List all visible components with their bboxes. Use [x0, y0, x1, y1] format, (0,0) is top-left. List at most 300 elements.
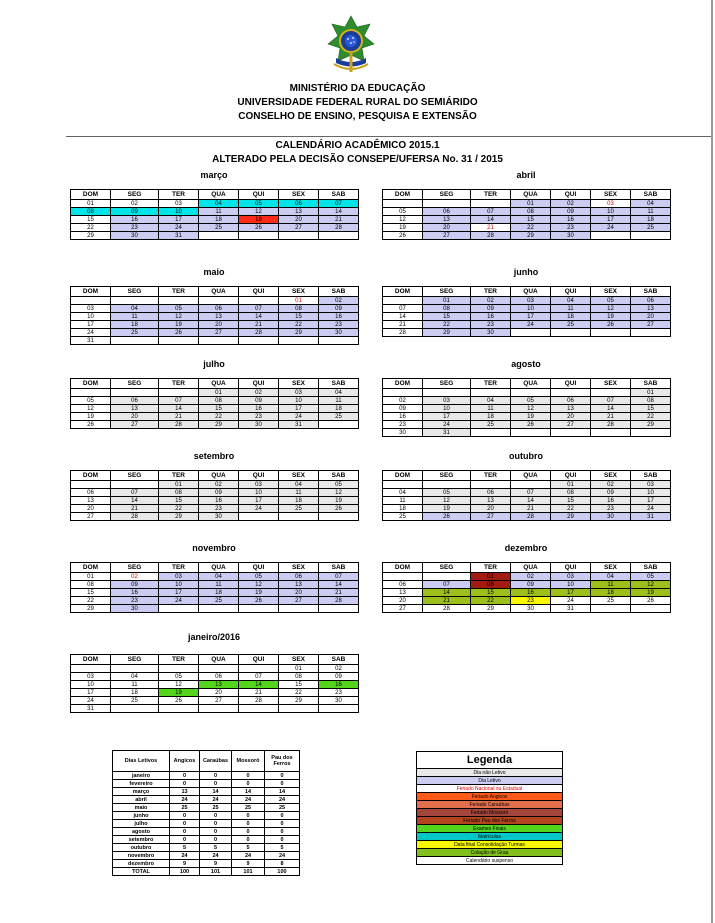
legend-item — [417, 777, 563, 785]
day-cell — [239, 665, 279, 673]
day-cell: 27 — [631, 321, 671, 329]
weekday-header: TER — [159, 287, 199, 297]
table-cell: agosto — [113, 828, 170, 836]
day-cell — [551, 429, 591, 437]
day-cell: 13 — [279, 581, 319, 589]
weekday-header-row — [383, 287, 671, 297]
weekday-header: QUI — [239, 471, 279, 481]
day-cell: 09 — [591, 489, 631, 497]
month-calendar-table — [70, 470, 359, 521]
day-cell: 07 — [319, 573, 359, 581]
day-cell: 17 — [239, 497, 279, 505]
week-row — [71, 681, 359, 689]
day-cell: 03 — [591, 200, 631, 208]
day-cell — [199, 297, 239, 305]
day-cell — [471, 389, 511, 397]
day-cell: 27 — [199, 329, 239, 337]
column-header: Pau dos Ferros — [265, 751, 300, 772]
week-row — [383, 589, 671, 597]
day-cell — [471, 429, 511, 437]
weekday-header: SEG — [423, 287, 471, 297]
day-cell: 03 — [551, 573, 591, 581]
week-row — [71, 224, 359, 232]
month-calendar-table — [70, 286, 359, 345]
day-cell: 28 — [159, 421, 199, 429]
day-cell: 20 — [631, 313, 671, 321]
day-cell: 21 — [159, 413, 199, 421]
table-cell: 101 — [232, 868, 265, 876]
legend-item — [417, 833, 563, 841]
day-cell: 06 — [71, 489, 111, 497]
day-cell: 11 — [199, 208, 239, 216]
day-cell — [239, 297, 279, 305]
week-row — [71, 589, 359, 597]
legend-label: Exames Finais — [417, 825, 563, 833]
day-cell — [631, 605, 671, 613]
day-cell: 20 — [279, 589, 319, 597]
weekday-header: SAB — [319, 471, 359, 481]
week-row — [71, 337, 359, 345]
table-row — [113, 836, 300, 844]
weekday-header: QUI — [551, 287, 591, 297]
table-cell: 13 — [170, 788, 200, 796]
table-row — [113, 844, 300, 852]
day-cell: 05 — [511, 397, 551, 405]
weekday-header: QUI — [239, 655, 279, 665]
day-cell: 10 — [591, 208, 631, 216]
day-cell: 20 — [423, 224, 471, 232]
day-cell: 27 — [111, 421, 159, 429]
legend-item — [417, 801, 563, 809]
day-cell: 23 — [383, 421, 423, 429]
month-title: outubro — [509, 451, 543, 461]
week-row — [71, 673, 359, 681]
day-cell: 08 — [279, 673, 319, 681]
table-cell: abril — [113, 796, 170, 804]
weekday-header: SEX — [279, 563, 319, 573]
day-cell: 14 — [471, 216, 511, 224]
day-cell: 12 — [423, 497, 471, 505]
day-cell: 04 — [319, 389, 359, 397]
day-cell: 07 — [319, 200, 359, 208]
day-cell: 30 — [383, 429, 423, 437]
day-cell — [511, 429, 551, 437]
day-cell: 14 — [239, 313, 279, 321]
table-cell: maio — [113, 804, 170, 812]
day-cell: 23 — [111, 224, 159, 232]
day-cell: 10 — [71, 313, 111, 321]
day-cell: 02 — [511, 573, 551, 581]
day-cell: 01 — [551, 481, 591, 489]
day-cell: 01 — [199, 389, 239, 397]
table-cell: 0 — [265, 820, 300, 828]
weekday-header: SEX — [279, 190, 319, 200]
day-cell: 30 — [111, 232, 159, 240]
day-cell: 18 — [279, 497, 319, 505]
week-row — [71, 200, 359, 208]
day-cell: 24 — [71, 697, 111, 705]
day-cell — [199, 705, 239, 713]
table-header-row — [113, 751, 300, 772]
day-cell: 19 — [423, 505, 471, 513]
day-cell: 27 — [383, 605, 423, 613]
day-cell: 20 — [471, 505, 511, 513]
month-title: setembro — [193, 451, 235, 461]
day-cell — [591, 429, 631, 437]
university-heading: UNIVERSIDADE FEDERAL RURAL DO SEMIÁRIDO — [237, 97, 478, 108]
day-cell: 13 — [423, 216, 471, 224]
table-cell: 0 — [265, 780, 300, 788]
week-row — [383, 497, 671, 505]
day-cell: 09 — [319, 673, 359, 681]
day-cell — [551, 389, 591, 397]
week-row — [71, 489, 359, 497]
day-cell: 11 — [199, 581, 239, 589]
legend-label: Feriado Pau dos Ferros — [417, 817, 563, 825]
coat-of-arms-icon — [326, 14, 376, 76]
day-cell: 13 — [199, 681, 239, 689]
day-cell — [111, 297, 159, 305]
day-cell: 20 — [551, 413, 591, 421]
day-cell: 17 — [511, 313, 551, 321]
week-row — [383, 305, 671, 313]
day-cell — [111, 665, 159, 673]
weekday-header-row — [71, 471, 359, 481]
day-cell: 21 — [423, 597, 471, 605]
week-row — [383, 513, 671, 521]
day-cell: 12 — [383, 216, 423, 224]
table-cell: 0 — [170, 772, 200, 780]
table-cell: 0 — [170, 780, 200, 788]
table-cell: 100 — [170, 868, 200, 876]
table-cell: 0 — [170, 828, 200, 836]
day-cell: 24 — [279, 413, 319, 421]
day-cell: 22 — [199, 413, 239, 421]
day-cell: 02 — [239, 389, 279, 397]
table-cell: 25 — [200, 804, 232, 812]
weekday-header: SAB — [631, 563, 671, 573]
day-cell: 17 — [279, 405, 319, 413]
table-cell: 0 — [265, 772, 300, 780]
day-cell: 10 — [159, 208, 199, 216]
weekday-header: QUA — [511, 379, 551, 389]
day-cell: 10 — [239, 489, 279, 497]
day-cell: 17 — [551, 589, 591, 597]
day-cell: 18 — [631, 216, 671, 224]
day-cell: 02 — [199, 481, 239, 489]
day-cell: 12 — [159, 313, 199, 321]
weekday-header: TER — [159, 190, 199, 200]
day-cell: 07 — [423, 581, 471, 589]
day-cell: 01 — [423, 297, 471, 305]
day-cell: 11 — [111, 681, 159, 689]
weekday-header: SAB — [631, 471, 671, 481]
day-cell: 02 — [471, 297, 511, 305]
week-row — [383, 429, 671, 437]
day-cell: 29 — [471, 605, 511, 613]
day-cell: 05 — [423, 489, 471, 497]
month-title: agosto — [511, 359, 541, 369]
day-cell: 06 — [279, 200, 319, 208]
day-cell: 28 — [239, 697, 279, 705]
weekday-header: TER — [471, 563, 511, 573]
day-cell: 01 — [511, 200, 551, 208]
table-cell: 24 — [232, 852, 265, 860]
day-cell: 26 — [319, 505, 359, 513]
day-cell — [631, 429, 671, 437]
table-row — [113, 788, 300, 796]
week-row — [383, 405, 671, 413]
day-cell: 29 — [551, 513, 591, 521]
week-row — [383, 389, 671, 397]
weekday-header: SEX — [279, 471, 319, 481]
week-row — [71, 605, 359, 613]
day-cell: 19 — [239, 216, 279, 224]
day-cell: 25 — [319, 413, 359, 421]
day-cell: 31 — [71, 337, 111, 345]
day-cell: 25 — [279, 505, 319, 513]
week-row — [383, 605, 671, 613]
day-cell — [511, 329, 551, 337]
week-row — [71, 497, 359, 505]
legend-label: Feriado Mossoro — [417, 809, 563, 817]
table-cell: 0 — [200, 820, 232, 828]
day-cell: 20 — [71, 505, 111, 513]
day-cell: 18 — [199, 216, 239, 224]
day-cell: 08 — [631, 397, 671, 405]
day-cell: 30 — [239, 421, 279, 429]
day-cell — [159, 297, 199, 305]
weekday-header-row — [383, 379, 671, 389]
week-row — [71, 305, 359, 313]
day-cell: 03 — [71, 673, 111, 681]
month-title: julho — [203, 359, 225, 369]
day-cell: 28 — [591, 421, 631, 429]
day-cell — [239, 513, 279, 521]
month-title: novembro — [192, 543, 236, 553]
weekday-header: SEX — [591, 563, 631, 573]
weekday-header: TER — [159, 563, 199, 573]
week-row — [383, 505, 671, 513]
day-cell: 25 — [199, 597, 239, 605]
day-cell: 11 — [383, 497, 423, 505]
table-row — [113, 860, 300, 868]
day-cell: 14 — [159, 405, 199, 413]
calendar-title: CALENDÁRIO ACADÊMICO 2015.1 — [275, 140, 440, 151]
day-cell: 12 — [631, 581, 671, 589]
day-cell: 09 — [551, 208, 591, 216]
day-cell: 18 — [471, 413, 511, 421]
day-cell: 11 — [631, 208, 671, 216]
month-calendar-table — [382, 286, 671, 337]
day-cell: 09 — [383, 405, 423, 413]
week-row — [71, 597, 359, 605]
week-row — [71, 413, 359, 421]
table-cell: 24 — [200, 796, 232, 804]
day-cell — [631, 329, 671, 337]
week-row — [71, 697, 359, 705]
day-cell: 06 — [423, 208, 471, 216]
day-cell: 26 — [511, 421, 551, 429]
weekday-header: SEG — [423, 563, 471, 573]
day-cell: 31 — [71, 705, 111, 713]
table-cell: 14 — [232, 788, 265, 796]
day-cell — [159, 605, 199, 613]
table-cell: 100 — [265, 868, 300, 876]
day-cell: 31 — [279, 421, 319, 429]
day-cell — [319, 705, 359, 713]
day-cell: 18 — [199, 589, 239, 597]
table-cell: 24 — [170, 796, 200, 804]
day-cell: 04 — [631, 200, 671, 208]
day-cell: 26 — [71, 421, 111, 429]
day-cell: 02 — [383, 397, 423, 405]
legend-item — [417, 825, 563, 833]
weekday-header: TER — [159, 655, 199, 665]
divider — [66, 136, 711, 137]
table-cell: 9 — [170, 860, 200, 868]
day-cell: 30 — [511, 605, 551, 613]
table-cell: 24 — [170, 852, 200, 860]
day-cell: 22 — [631, 413, 671, 421]
week-row — [71, 329, 359, 337]
day-cell: 03 — [71, 305, 111, 313]
week-row — [71, 321, 359, 329]
week-row — [383, 297, 671, 305]
week-row — [71, 208, 359, 216]
day-cell — [591, 232, 631, 240]
weekday-header: DOM — [71, 655, 111, 665]
day-cell: 15 — [511, 216, 551, 224]
table-cell: 0 — [200, 828, 232, 836]
day-cell: 19 — [511, 413, 551, 421]
day-cell: 10 — [159, 581, 199, 589]
day-cell: 01 — [159, 481, 199, 489]
day-cell — [159, 337, 199, 345]
day-cell: 08 — [471, 581, 511, 589]
day-cell: 07 — [511, 489, 551, 497]
day-cell: 25 — [471, 421, 511, 429]
day-cell — [159, 389, 199, 397]
table-cell: 9 — [200, 860, 232, 868]
weekday-header: TER — [471, 287, 511, 297]
day-cell — [383, 389, 423, 397]
day-cell: 22 — [471, 597, 511, 605]
day-cell: 28 — [383, 329, 423, 337]
weekday-header-row — [71, 379, 359, 389]
legend-label: Calendário suspenso — [417, 857, 563, 865]
weekday-header: SEX — [279, 655, 319, 665]
month-title: abril — [516, 170, 536, 180]
day-cell: 01 — [631, 389, 671, 397]
day-cell: 28 — [423, 605, 471, 613]
weekday-header: QUI — [551, 379, 591, 389]
weekday-header-row — [71, 563, 359, 573]
weekday-header: QUI — [239, 287, 279, 297]
weekday-header-row — [71, 287, 359, 297]
day-cell: 01 — [71, 573, 111, 581]
table-cell: 0 — [265, 812, 300, 820]
day-cell: 12 — [319, 489, 359, 497]
day-cell — [591, 605, 631, 613]
day-cell: 19 — [383, 224, 423, 232]
day-cell: 25 — [631, 224, 671, 232]
week-row — [383, 397, 671, 405]
legend-label: Dia não Letivo — [417, 769, 563, 777]
table-row — [113, 868, 300, 876]
day-cell: 05 — [383, 208, 423, 216]
weekday-header: QUA — [511, 287, 551, 297]
day-cell: 04 — [199, 200, 239, 208]
weekday-header: QUA — [199, 471, 239, 481]
week-row — [383, 216, 671, 224]
week-row — [383, 313, 671, 321]
day-cell: 21 — [591, 413, 631, 421]
week-row — [71, 705, 359, 713]
day-cell: 23 — [591, 505, 631, 513]
day-cell: 31 — [423, 429, 471, 437]
weekday-header: QUI — [239, 563, 279, 573]
weekday-header: QUI — [239, 379, 279, 389]
day-cell: 01 — [279, 665, 319, 673]
day-cell: 08 — [423, 305, 471, 313]
day-cell — [199, 605, 239, 613]
day-cell — [319, 421, 359, 429]
weekday-header: QUA — [199, 287, 239, 297]
weekday-header-row — [383, 190, 671, 200]
day-cell: 21 — [239, 689, 279, 697]
day-cell: 07 — [111, 489, 159, 497]
day-cell: 19 — [591, 313, 631, 321]
table-row — [113, 828, 300, 836]
legend-item — [417, 769, 563, 777]
day-cell: 29 — [279, 329, 319, 337]
day-cell: 10 — [511, 305, 551, 313]
day-cell: 24 — [511, 321, 551, 329]
month-calendar-table — [382, 470, 671, 521]
day-cell: 29 — [279, 697, 319, 705]
day-cell: 08 — [71, 581, 111, 589]
day-cell: 25 — [551, 321, 591, 329]
table-cell: 5 — [200, 844, 232, 852]
table-cell: 0 — [200, 780, 232, 788]
day-cell: 30 — [591, 513, 631, 521]
day-cell: 14 — [319, 208, 359, 216]
week-row — [71, 313, 359, 321]
day-cell — [471, 481, 511, 489]
day-cell: 09 — [511, 581, 551, 589]
weekday-header: DOM — [383, 379, 423, 389]
day-cell — [279, 513, 319, 521]
day-cell: 14 — [591, 405, 631, 413]
day-cell: 11 — [111, 313, 159, 321]
day-cell: 15 — [551, 497, 591, 505]
day-cell: 23 — [199, 505, 239, 513]
day-cell: 26 — [159, 329, 199, 337]
week-row — [383, 597, 671, 605]
weekday-header: DOM — [383, 471, 423, 481]
day-cell: 09 — [319, 305, 359, 313]
day-cell — [199, 232, 239, 240]
day-cell: 23 — [319, 689, 359, 697]
legend-item — [417, 785, 563, 793]
weekday-header: TER — [471, 471, 511, 481]
day-cell: 28 — [319, 224, 359, 232]
day-cell: 19 — [631, 589, 671, 597]
day-cell: 14 — [111, 497, 159, 505]
day-cell: 06 — [631, 297, 671, 305]
table-cell: 0 — [265, 828, 300, 836]
